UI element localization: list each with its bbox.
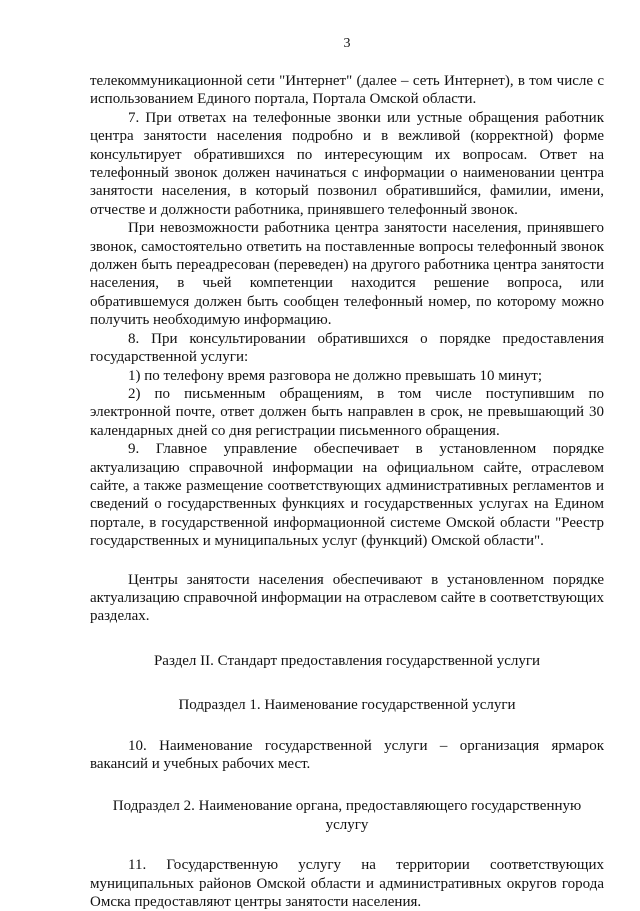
paragraph-10: 10. Наименование государственной услуги – организация ярмарок вакансий и учебных рабочих мест. (90, 737, 604, 772)
page-number: 3 (343, 36, 351, 51)
section-title: Раздел II. Стандарт предоставления государственной услуги (153, 652, 541, 669)
paragraph-internet-continuation: телекоммуникационной сети "Интернет" (далее – сеть Интернет), в том числе с использованием Единого портала, Портала Омской области. (90, 73, 604, 108)
paragraph-8: 8. При консультировании обратившихся о порядке предоставления государственной услуги: (90, 330, 604, 366)
subsection-1-title: Подраздел 1. Наименование государственной услуги (178, 697, 516, 714)
paragraph-employment-centers: Центры занятости населения обеспечивают в установленном порядке актуализацию справочной информации на отраслевом сайте в соответствующих разделах. (90, 571, 604, 625)
paragraph-8-item-2: 2) по письменным обращениям, в том числе поступившим по электронной почте, ответ должен быть направлен в срок, не превышающий 30 календарных дней со дня регистрации письменного обращения. (90, 385, 604, 439)
paragraph-7: 7. При ответах на телефонные звонки или устные обращения работник центра занятости населения подробно и в вежливой (корректной) форме консультирует обратившихся по интересующим их вопросам. Ответ на телефонный звонок должен начинаться с информации о наименовании центра занятости населения, в который позвонил обратившийся, фамилии, имени, отчестве и должности работника, принявшего телефонный звонок. (90, 109, 604, 218)
paragraph-11: 11. Государственную услугу на территории соответствующих муниципальных районов Омской области и административных округов города Омска предоставляют центры занятости населения. (90, 857, 604, 911)
paragraph-7-redirect: При невозможности работника центра занятости населения, принявшего звонок, самостоятельно ответить на поставленные вопросы телефонный звонок должен быть переадресован (переведен) на другого работника центра занятости населения, в чьей компетенции находится решение вопроса, или обратившемуся должен быть сообщен телефонный номер, по которому можно получить необходимую информацию. (90, 220, 604, 329)
paragraph-9: 9. Главное управление обеспечивает в установленном порядке актуализацию справочной информации на официальном сайте, отраслевом сайте, а также размещение соответствующих административных регламентов и сведений о государственных функциях и государственных услугах на Едином портале, в государственной информационной системе Омской области "Реестр государственных и муниципальных услуг (функций) Омской области". (90, 441, 604, 550)
subsection-2-title: Подраздел 2. Наименование органа, предоставляющего государственную услугу (112, 798, 582, 833)
paragraph-8-item-1: 1) по телефону время разговора не должно превышать 10 минут; (128, 367, 543, 384)
